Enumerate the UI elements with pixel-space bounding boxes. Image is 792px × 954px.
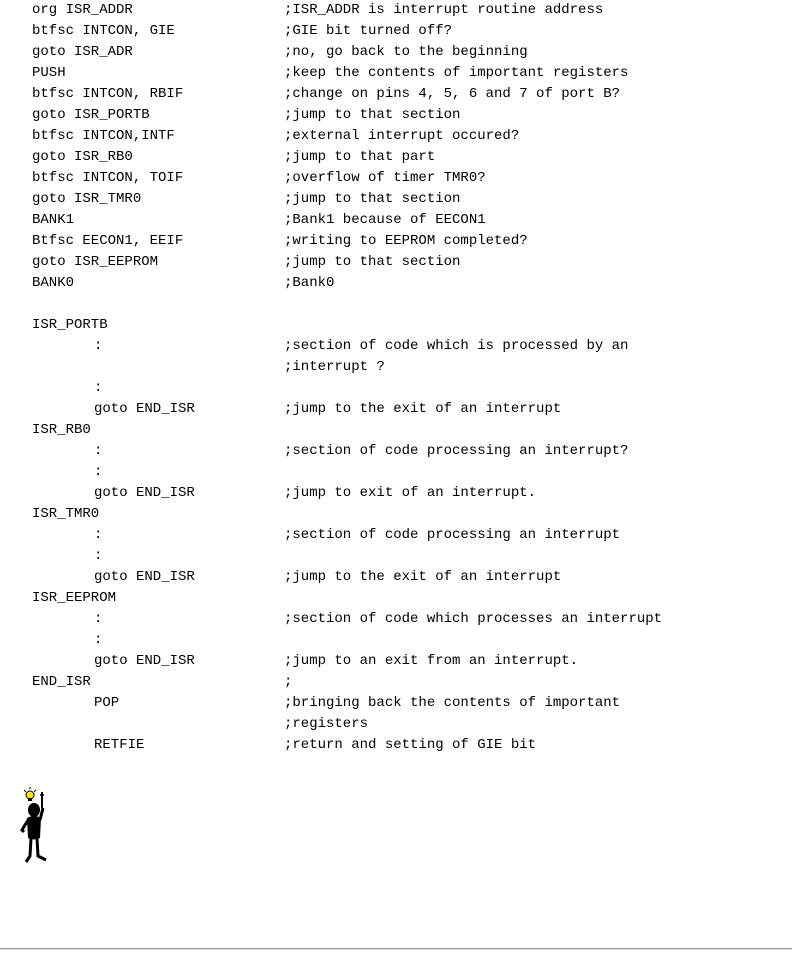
comment: ;no, go back to the beginning bbox=[284, 44, 528, 60]
comment: ;jump to that section bbox=[284, 107, 461, 123]
comment: ;registers bbox=[284, 716, 369, 732]
instruction: goto END_ISR bbox=[94, 653, 195, 669]
comment: ;overflow of timer TMR0? bbox=[284, 170, 486, 186]
comment: ;external interrupt occured? bbox=[284, 128, 520, 144]
instruction: BANK1 bbox=[32, 212, 75, 228]
instruction: goto ISR_EEPROM bbox=[32, 254, 159, 270]
comment: ; bbox=[284, 674, 293, 690]
instruction: : bbox=[94, 611, 103, 627]
instruction: PUSH bbox=[32, 65, 66, 81]
comment: ;jump to that section bbox=[284, 191, 461, 207]
comment: ;section of code which is processed by an bbox=[284, 338, 629, 354]
comment: ;ISR_ADDR is interrupt routine address bbox=[284, 2, 604, 18]
instruction: btfsc INTCON,INTF bbox=[32, 128, 175, 144]
instruction: goto END_ISR bbox=[94, 569, 195, 585]
comment: ;bringing back the contents of important bbox=[284, 695, 621, 711]
instruction: : bbox=[94, 632, 103, 648]
comment: ;jump to that part bbox=[284, 149, 436, 165]
comment: ;jump to the exit of an interrupt bbox=[284, 569, 562, 585]
instruction: Btfsc EECON1, EEIF bbox=[32, 233, 184, 249]
instruction: goto ISR_ADR bbox=[32, 44, 133, 60]
comment: ;GIE bit turned off? bbox=[284, 23, 453, 39]
instruction: btfsc INTCON, GIE bbox=[32, 23, 175, 39]
instruction: goto END_ISR bbox=[94, 401, 195, 417]
instruction: : bbox=[94, 443, 103, 459]
instruction: goto END_ISR bbox=[94, 485, 195, 501]
comment: ;interrupt ? bbox=[284, 359, 385, 375]
instruction: goto ISR_RB0 bbox=[32, 149, 133, 165]
comment: ;section of code processing an interrupt bbox=[284, 527, 621, 543]
label: END_ISR bbox=[32, 674, 91, 690]
idea-man-icon bbox=[16, 786, 56, 870]
instruction: btfsc INTCON, RBIF bbox=[32, 86, 184, 102]
instruction: RETFIE bbox=[94, 737, 145, 753]
comment: ;change on pins 4, 5, 6 and 7 of port B? bbox=[284, 86, 621, 102]
bottom-divider bbox=[0, 948, 792, 950]
instruction: : bbox=[94, 548, 103, 564]
label: ISR_RB0 bbox=[32, 422, 91, 438]
instruction: goto ISR_PORTB bbox=[32, 107, 150, 123]
comment: ;jump to an exit from an interrupt. bbox=[284, 653, 579, 669]
instruction: : bbox=[94, 527, 103, 543]
comment: ;Bank0 bbox=[284, 275, 335, 291]
instruction: btfsc INTCON, TOIF bbox=[32, 170, 184, 186]
instruction: goto ISR_TMR0 bbox=[32, 191, 142, 207]
comment: ;return and setting of GIE bit bbox=[284, 737, 537, 753]
instruction: : bbox=[94, 338, 103, 354]
instruction: org ISR_ADDR bbox=[32, 2, 133, 18]
comment: ;jump to exit of an interrupt. bbox=[284, 485, 537, 501]
instruction: : bbox=[94, 380, 103, 396]
comment: ;section of code which processes an interrupt bbox=[284, 611, 663, 627]
instruction: BANK0 bbox=[32, 275, 75, 291]
label: ISR_PORTB bbox=[32, 317, 108, 333]
label: ISR_TMR0 bbox=[32, 506, 100, 522]
comment: ;keep the contents of important registers bbox=[284, 65, 629, 81]
instruction: : bbox=[94, 464, 103, 480]
comment: ;jump to the exit of an interrupt bbox=[284, 401, 562, 417]
comment: ;section of code processing an interrupt? bbox=[284, 443, 629, 459]
comment: ;Bank1 because of EECON1 bbox=[284, 212, 486, 228]
instruction: POP bbox=[94, 695, 120, 711]
label: ISR_EEPROM bbox=[32, 590, 117, 606]
comment: ;jump to that section bbox=[284, 254, 461, 270]
comment: ;writing to EEPROM completed? bbox=[284, 233, 528, 249]
